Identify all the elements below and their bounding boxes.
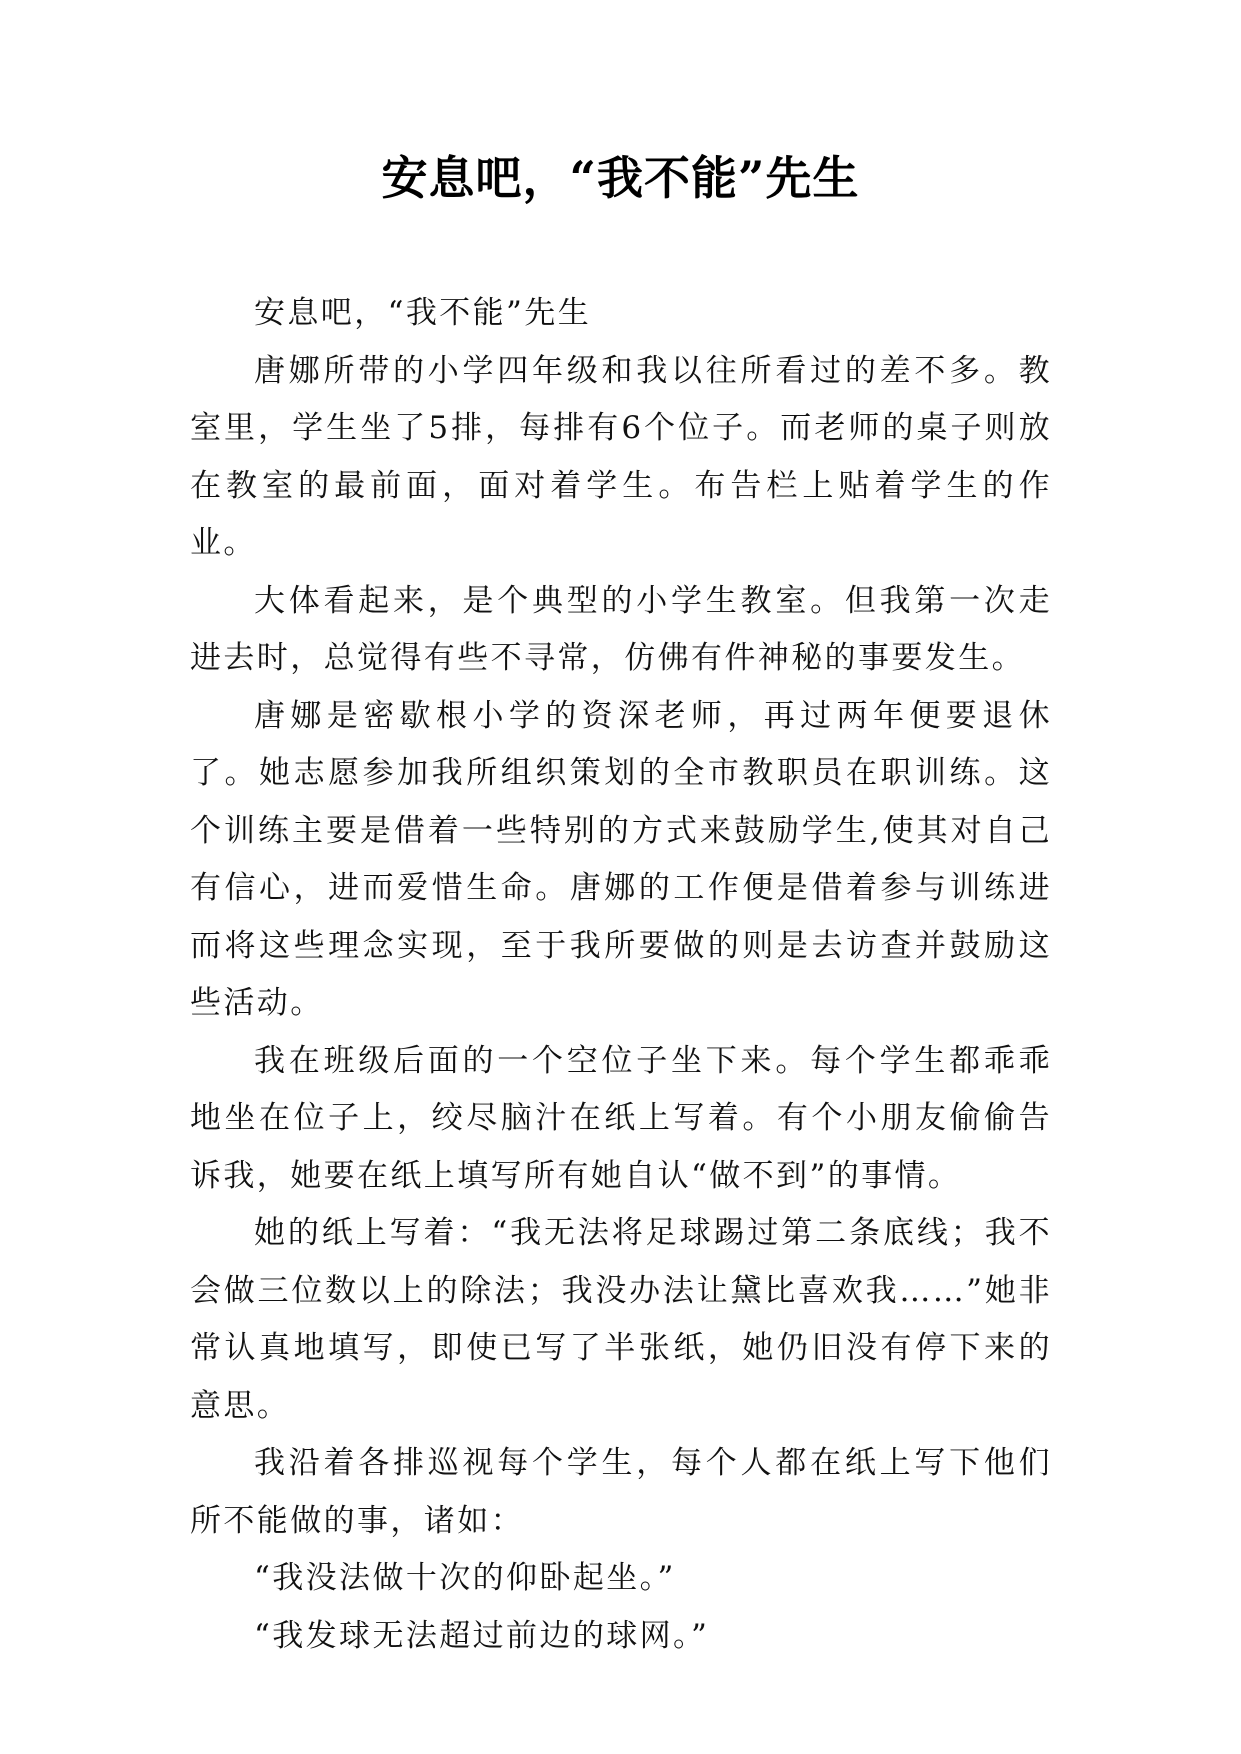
paragraph: 唐娜所带的小学四年级和我以往所看过的差不多。教室里，学生坐了5排，每排有6个位子。而老师的桌子则放在教室的最前面，面对着学生。布告栏上贴着学生的作业。 [190,352,1052,561]
quote-paragraph: “我没法做十次的仰卧起坐。” [254,1560,676,1596]
document-title: 安息吧，“我不能”先生 [381,151,860,205]
paragraph: 唐娜是密歇根小学的资深老师，再过两年便要退休了。她志愿参加我所组织策划的全市教职员在职训练。这个训练主要是借着一些特别的方式来鼓励学生,使其对自己有信心，进而爱惜生命。唐娜的工作便是借着参与训练进而将这些理念实现，至于我所要做的则是去访查并鼓励这些活动。 [190,697,1052,1021]
paragraph: 我沿着各排巡视每个学生，每个人都在纸上写下他们所不能做的事，诸如： [190,1445,1052,1539]
paragraph: 我在班级后面的一个空位子坐下来。每个学生都乖乖地坐在位子上，绞尽脑汁在纸上写着。有个小朋友偷偷告诉我，她要在纸上填写所有她自认“做不到”的事情。 [190,1042,1052,1194]
paragraph-heading-repeat: 安息吧，“我不能”先生 [254,295,592,331]
paragraph: 大体看起来，是个典型的小学生教室。但我第一次走进去时，总觉得有些不寻常，仿佛有件神秘的事要发生。 [190,582,1052,676]
quote-paragraph: “我发球无法超过前边的球网。” [254,1617,710,1654]
paragraph: 她的纸上写着：“我无法将足球踢过第二条底线；我不会做三位数以上的除法；我没办法让黛比喜欢我……”她非常认真地填写，即使已写了半张纸，她仍旧没有停下来的意思。 [190,1215,1052,1424]
document-body [190,285,1052,1665]
